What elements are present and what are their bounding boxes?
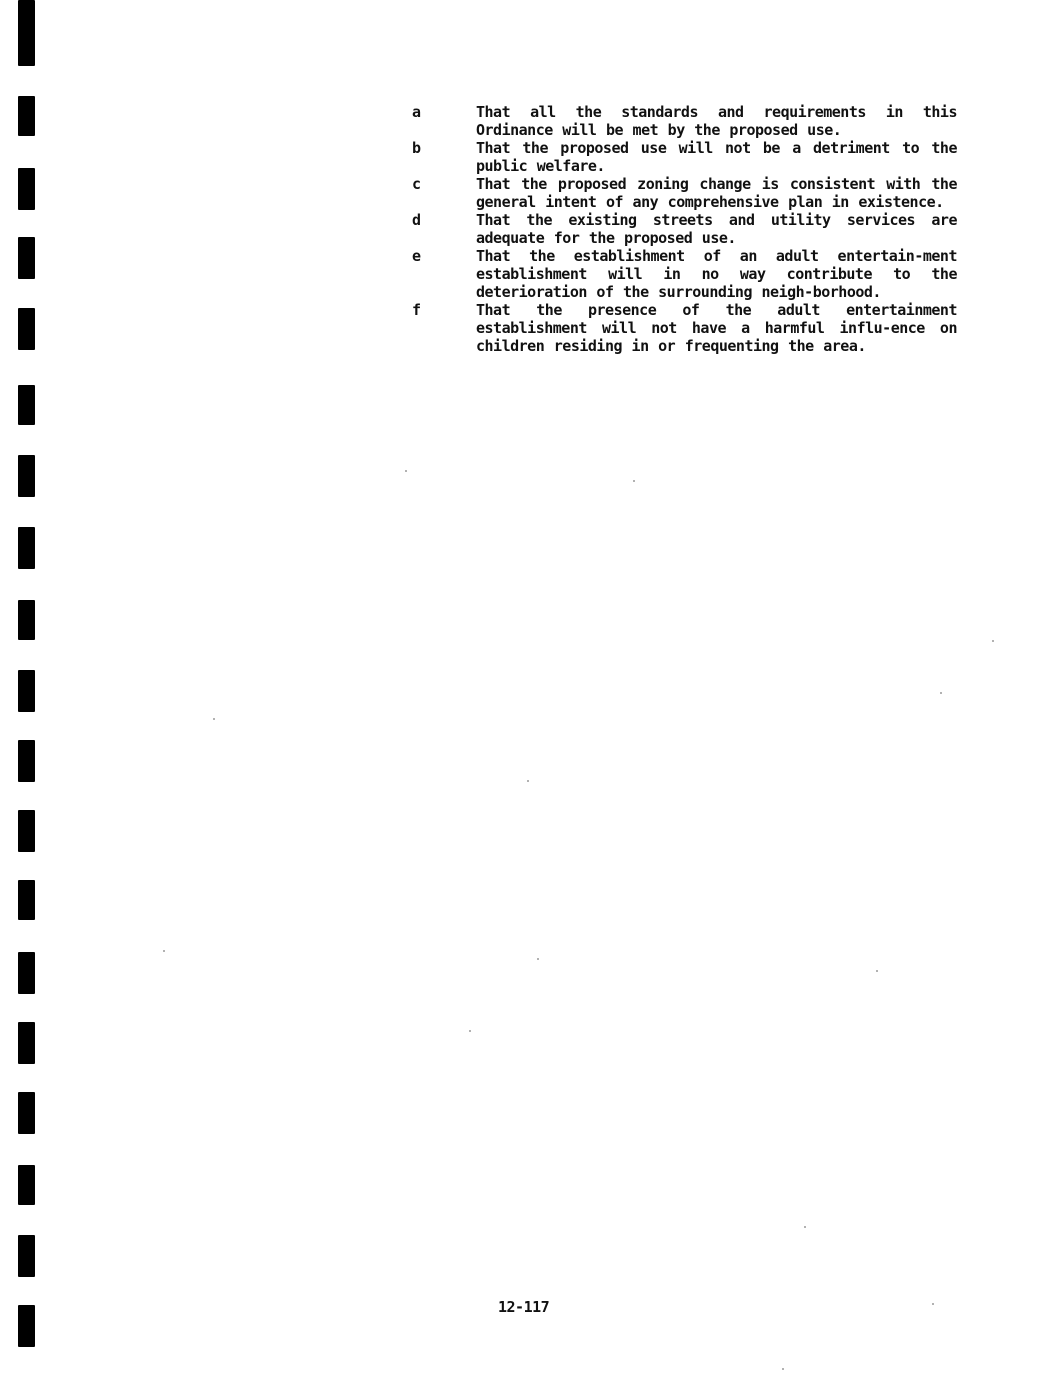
binding-mark [18, 385, 35, 425]
criteria-letter: d [412, 211, 422, 229]
binding-mark [18, 308, 35, 350]
scan-speck [537, 958, 539, 960]
criteria-text: That the presence of the adult entertainment establishment will not have a harmful influ-ence on children residing in or frequenting the area. [476, 301, 957, 355]
criteria-text: That all the standards and requirements in this Ordinance will be met by the proposed use. [476, 103, 957, 139]
binding-mark [18, 1305, 35, 1347]
binding-mark [18, 1092, 35, 1134]
scan-speck [633, 480, 635, 482]
binding-mark [18, 1022, 35, 1064]
scan-speck [163, 950, 165, 952]
scan-speck [469, 1030, 471, 1032]
binding-mark [18, 237, 35, 279]
scan-speck [804, 1226, 806, 1228]
criteria-item-c [412, 175, 957, 211]
scan-speck [992, 640, 994, 642]
binding-mark [18, 0, 35, 66]
scan-speck [782, 1368, 784, 1370]
binding-mark [18, 740, 35, 782]
criteria-item-e [412, 247, 957, 301]
binding-mark [18, 670, 35, 712]
scan-speck [932, 1303, 934, 1305]
scan-speck [213, 718, 215, 720]
criteria-item-b [412, 139, 957, 175]
criteria-text: That the proposed zoning change is consistent with the general intent of any comprehensive plan in existence. [476, 175, 957, 211]
binding-mark [18, 96, 35, 136]
scan-speck [876, 970, 878, 972]
binding-mark [18, 810, 35, 852]
criteria-text: That the proposed use will not be a detriment to the public welfare. [476, 139, 957, 175]
criteria-text: That the establishment of an adult entertain-ment establishment will in no way contribute to the deterioration of the surrounding neigh-borhood. [476, 247, 957, 301]
criteria-letter: b [412, 139, 422, 157]
page-number: 12-117 [498, 1298, 550, 1316]
binding-mark [18, 527, 35, 569]
scan-speck [940, 692, 942, 694]
binding-mark [18, 1165, 35, 1205]
binding-mark [18, 1235, 35, 1277]
binding-mark [18, 952, 35, 994]
criteria-item-d [412, 211, 957, 247]
criteria-letter: e [412, 247, 422, 265]
scan-speck [527, 780, 529, 782]
criteria-letter: f [412, 301, 422, 319]
criteria-list [412, 103, 957, 355]
binding-mark [18, 455, 35, 497]
binding-mark [18, 600, 35, 640]
criteria-letter: a [412, 103, 422, 121]
criteria-text: That the existing streets and utility services are adequate for the proposed use. [476, 211, 957, 247]
binding-mark [18, 168, 35, 210]
criteria-item-f [412, 301, 957, 355]
binding-holes [18, 0, 38, 1380]
criteria-item-a [412, 103, 957, 139]
binding-mark [18, 880, 35, 920]
criteria-letter: c [412, 175, 422, 193]
scan-speck [405, 470, 407, 472]
